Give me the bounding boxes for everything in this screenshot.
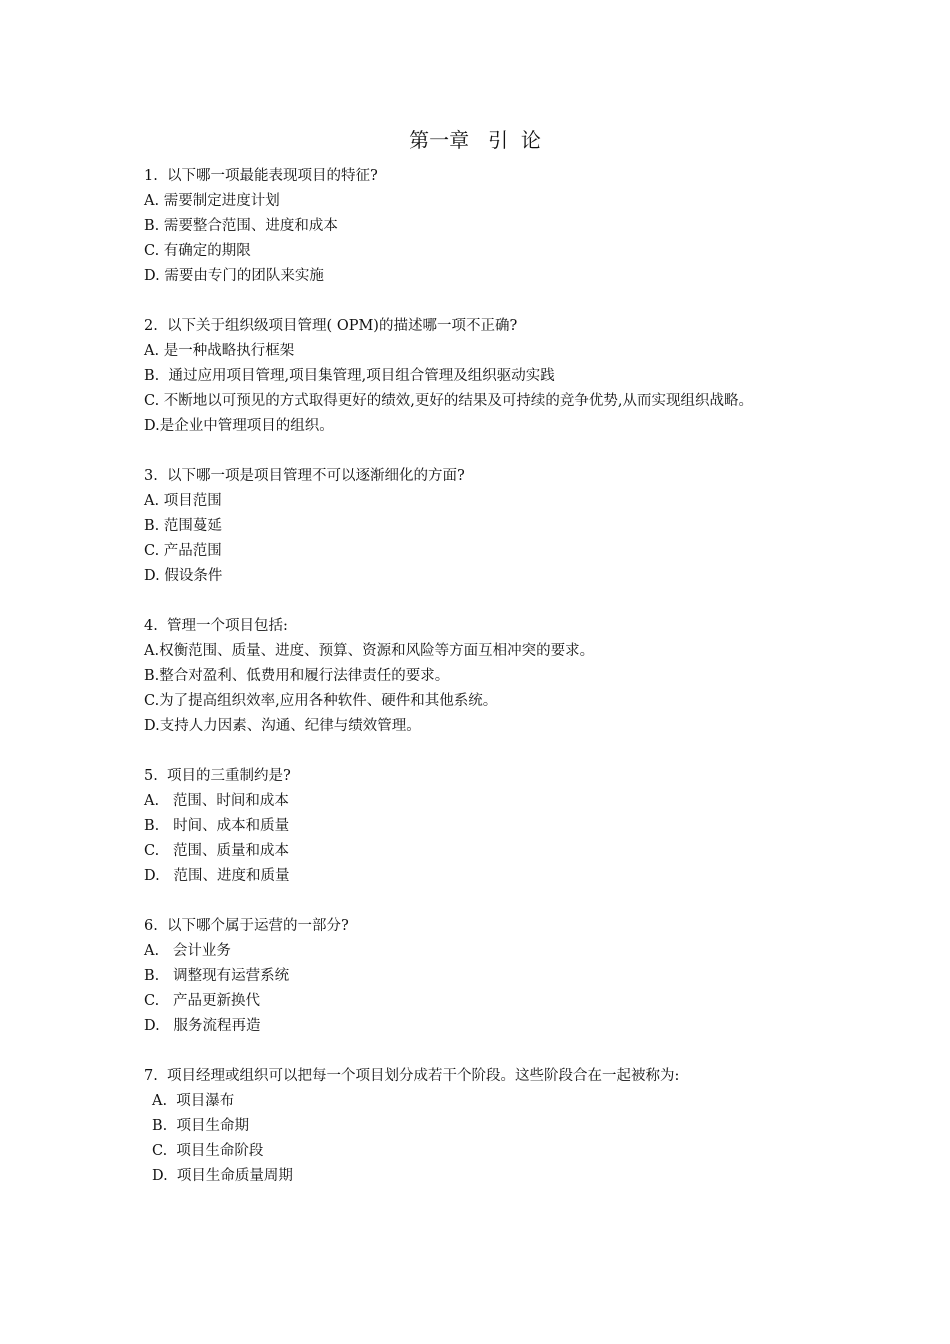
option-c: C. 范围、质量和成本 (144, 843, 290, 859)
chapter-title: 第一章 引 论 (409, 128, 541, 152)
option-d: D. 项目生命质量周期 (152, 1168, 293, 1184)
question-stem: 1. 以下哪一项最能表现项目的特征? (144, 168, 378, 184)
question-stem: 4. 管理一个项目包括: (144, 618, 288, 634)
option-c: C.为了提高组织效率,应用各种软件、硬件和其他系统。 (144, 693, 498, 709)
option-a: A.权衡范围、质量、进度、预算、资源和风险等方面互相冲突的要求。 (144, 643, 595, 659)
option-b: B. 时间、成本和质量 (144, 818, 290, 834)
option-b: B. 项目生命期 (152, 1118, 249, 1134)
question-list (144, 164, 816, 1214)
question-stem: 3. 以下哪一项是项目管理不可以逐渐细化的方面? (144, 468, 465, 484)
question-stem: 5. 项目的三重制约是? (144, 768, 291, 784)
option-c: C. 不断地以可预见的方式取得更好的绩效,更好的结果及可持续的竞争优势,从而实现组织战略。 (144, 393, 754, 409)
option-a: A. 是一种战略执行框架 (144, 343, 295, 359)
question-2 (144, 314, 816, 439)
question-stem: 7. 项目经理或组织可以把每一个项目划分成若干个阶段。这些阶段合在一起被称为: (144, 1068, 680, 1084)
option-b: B. 调整现有运营系统 (144, 968, 290, 984)
option-c: C. 有确定的期限 (144, 243, 251, 259)
question-5 (144, 764, 816, 889)
question-6 (144, 914, 816, 1039)
option-c: C. 产品更新换代 (144, 993, 261, 1009)
question-1 (144, 164, 816, 289)
option-d: D. 需要由专门的团队来实施 (144, 268, 324, 284)
option-a: A. 项目瀑布 (152, 1093, 235, 1109)
option-b: B. 需要整合范围、进度和成本 (144, 218, 338, 234)
option-c: C. 项目生命阶段 (152, 1143, 264, 1159)
option-d: D.支持人力因素、沟通、纪律与绩效管理。 (144, 718, 421, 734)
option-b: B. 范围蔓延 (144, 518, 222, 534)
question-stem: 2. 以下关于组织级项目管理( OPM)的描述哪一项不正确? (144, 318, 518, 334)
option-a: A. 会计业务 (144, 943, 231, 959)
option-a: A. 需要制定进度计划 (144, 193, 280, 209)
option-c: C. 产品范围 (144, 543, 222, 559)
option-d: D. 范围、进度和质量 (144, 868, 290, 884)
option-d: D. 服务流程再造 (144, 1018, 261, 1034)
option-a: A. 项目范围 (144, 493, 222, 509)
question-4 (144, 614, 816, 739)
question-stem: 6. 以下哪个属于运营的一部分? (144, 918, 349, 934)
option-b: B.整合对盈利、低费用和履行法律责任的要求。 (144, 668, 450, 684)
option-d: D.是企业中管理项目的组织。 (144, 418, 334, 434)
option-b: B. 通过应用项目管理,项目集管理,项目组合管理及组织驱动实践 (144, 368, 555, 384)
option-a: A. 范围、时间和成本 (144, 793, 289, 809)
option-d: D. 假设条件 (144, 568, 223, 584)
question-3 (144, 464, 816, 589)
question-7 (144, 1064, 816, 1189)
